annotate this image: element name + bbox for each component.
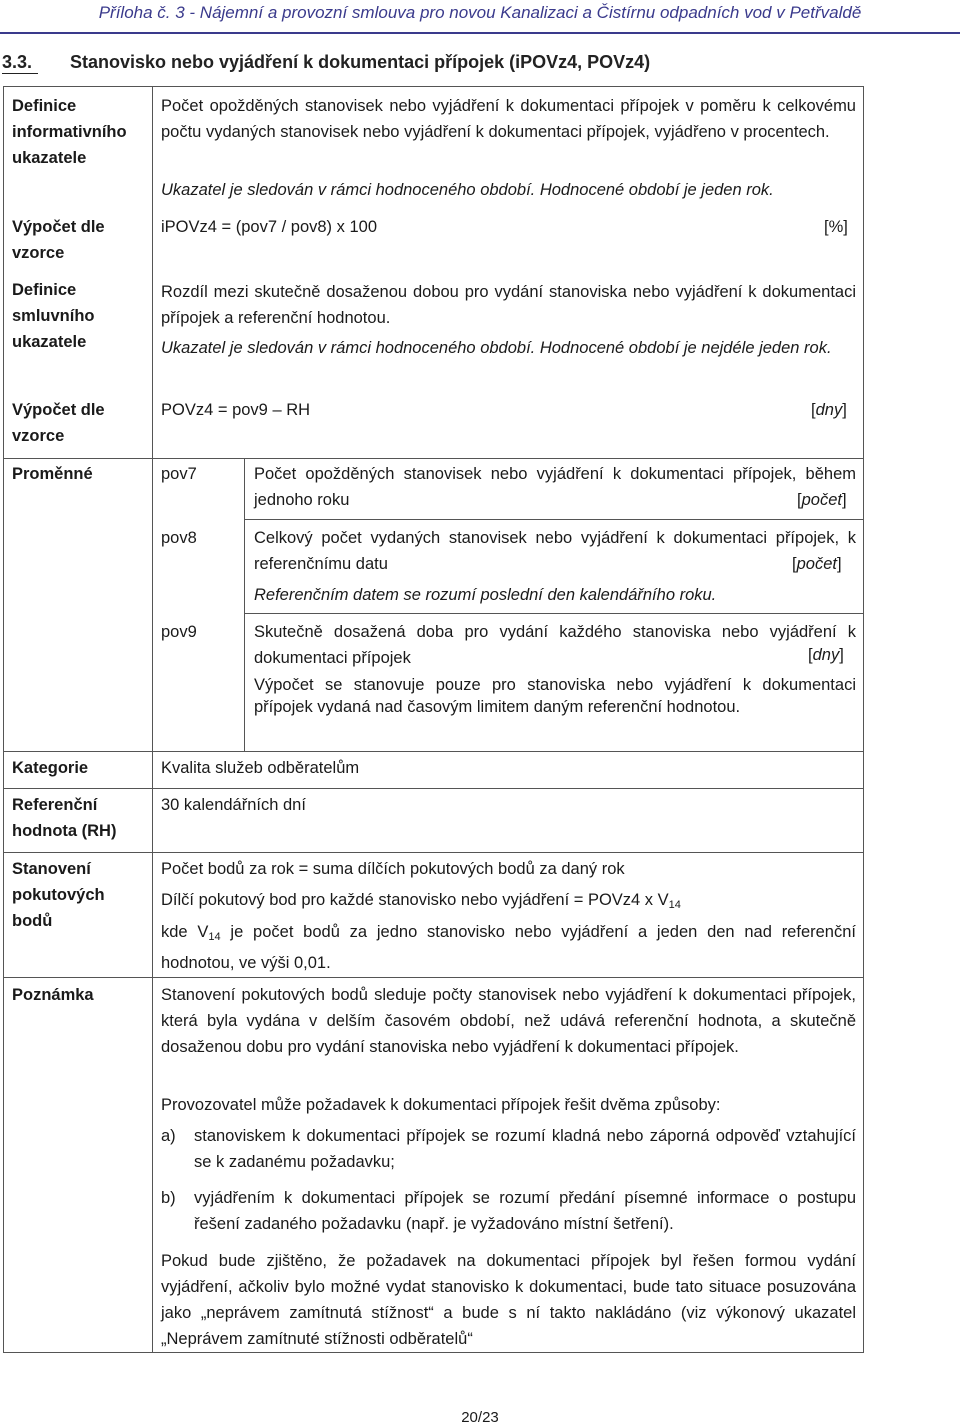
definition-contract-text: Rozdíl mezi skutečně dosaženou dobou pro vydání stanoviska nebo vyjádření k dokumentaci přípojek a referenční hodnotou. [161, 283, 856, 327]
document-header: Příloha č. 3 - Nájemní a provozní smlouva pro novou Kanalizaci a Čistírnu odpadních vod v Petřvaldě [98, 3, 862, 22]
label-referencni-hodnota: Referenční hodnota (RH) [12, 796, 117, 840]
note-paragraph-3: Pokud bude zjištěno, že požadavek na dokumentaci přípojek byl řešen formou vydání vyjádření, ačkoliv bylo možné vydat stanovisko k dokumentaci, bude tato situace posuzována jako „neprávem zamítnutá stížnost“ a bude s ní takto nakládáno (viz výkonový ukazatel „Neprávem zamítnuté stížnosti odběratelů“ [161, 1252, 856, 1348]
variable-unit-pov7: [počet] [797, 491, 847, 509]
formula-ipovz4: iPOVz4 = (pov7 / pov8) x 100 [161, 218, 377, 236]
variable-unit-pov9: [dny] [808, 646, 844, 664]
variable-note-pov8: Referenčním datem se rozumí poslední den kalendářního roku. [254, 586, 717, 604]
definition-contract-note: Ukazatel je sledován v rámci hodnoceného období. Hodnocené období je nejdéle jeden rok. [161, 339, 832, 357]
label-promenne: Proměnné [12, 465, 93, 483]
note-item-a: stanoviskem k dokumentaci přípojek se rozumí kladná nebo záporná odpověď vztahující se k zadanému požadavku; [194, 1127, 856, 1171]
page-number: 20/23 [461, 1409, 499, 1426]
formula-povz4-unit [811, 397, 847, 423]
formula-ipovz4-unit: [%] [824, 218, 848, 236]
label-definice-smluvniho: Definice smluvního ukazatele [12, 281, 95, 351]
table-divider [244, 458, 245, 751]
section-title [2, 52, 650, 73]
penalty-line-2-text: Dílčí pokutový bod pro každé stanovisko nebo vyjádření = POVz4 x V [161, 891, 669, 909]
section-number: 3.3. [2, 52, 33, 72]
table-divider [3, 977, 864, 978]
note-item-marker-b: b) [161, 1189, 176, 1207]
unit-bracket-close: ] [842, 401, 847, 419]
variable-unit-word: počet [796, 555, 837, 573]
table-divider [3, 751, 864, 752]
penalty-line-3 [161, 919, 856, 976]
note-item-b: vyjádřením k dokumentaci přípojek se rozumí předání písemné informace o postupu řešení zadaného požadavku (např. je vyžadováno místní šetření). [194, 1189, 856, 1233]
variable-desc-pov9: Skutečně dosažená doba pro vydání každého stanoviska nebo vyjádření k dokumentaci přípojek [254, 623, 856, 667]
kategorie-value: Kvalita služeb odběratelům [161, 759, 360, 777]
header-rule [0, 32, 960, 34]
definition-info-note: Ukazatel je sledován v rámci hodnoceného období. Hodnocené období je jeden rok. [161, 181, 774, 199]
penalty-line-1: Počet bodů za rok = suma dílčích pokutových bodů za daný rok [161, 860, 625, 878]
table-divider [244, 613, 864, 614]
variable-unit-word: dny [812, 646, 840, 664]
label-vypocet-2: Výpočet dle vzorce [12, 401, 105, 445]
table-divider [244, 519, 864, 520]
variable-note-pov9: Výpočet se stanovuje pouze pro stanoviska nebo vyjádření k dokumentaci přípojek vydaná nad časovým limitem daným referenční hodnotou. [254, 676, 856, 716]
penalty-line-3-subscript: 14 [208, 931, 221, 943]
note-item-marker-a: a) [161, 1127, 176, 1145]
label-vypocet-1: Výpočet dle vzorce [12, 218, 105, 262]
variable-unit-word: počet [801, 491, 842, 509]
formula-povz4: POVz4 = pov9 – RH [161, 401, 311, 419]
variable-name-pov8: pov8 [161, 529, 197, 547]
penalty-line-2 [161, 887, 681, 918]
table-divider [3, 458, 864, 459]
note-paragraph-2: Provozovatel může požadavek k dokumentaci přípojek řešit dvěma způsoby: [161, 1096, 721, 1114]
unit-word: dny [815, 401, 843, 419]
penalty-line-3-text: je počet bodů za jedno stanovisko nebo vyjádření a jeden den nad referenční hodnotou, ve výši 0,01. [161, 923, 856, 972]
variable-desc-pov8: Celkový počet vydaných stanovisek nebo vyjádření k dokumentaci přípojek, k referenčnímu datu [254, 529, 856, 573]
penalty-line-3-pre: kde V [161, 923, 209, 941]
label-kategorie: Kategorie [12, 759, 89, 777]
label-definice-informativniho: Definice informativního ukazatele [12, 97, 127, 167]
label-poznamka: Poznámka [12, 986, 94, 1004]
table-divider [3, 852, 864, 853]
definition-info-text: Počet opožděných stanovisek nebo vyjádření k dokumentaci přípojek v poměru k celkovému počtu vydaných stanovisek nebo vyjádření k dokumentaci přípojek, vyjádřeno v procentech. [161, 97, 856, 141]
note-paragraph-1: Stanovení pokutových bodů sleduje počty stanovisek nebo vyjádření k dokumentaci přípojek, která byla vydána v delším časovém období, než udává referenční hodnota, a skutečně dosaženou dobu pro vydání stanoviska nebo vyjádření k dokumentaci přípojek. [161, 986, 856, 1056]
referencni-value: 30 kalendářních dní [161, 796, 306, 814]
section-title-text: Stanovisko nebo vyjádření k dokumentaci přípojek (iPOVz4, POVz4) [70, 52, 651, 72]
table-divider [152, 86, 153, 1353]
unit-bracket-open: [ [811, 401, 816, 419]
variable-unit-pov8: [počet] [792, 555, 842, 573]
label-stanoveni-bodu: Stanovení pokutových bodů [12, 860, 105, 930]
variable-name-pov9: pov9 [161, 623, 197, 641]
variable-desc-pov7: Počet opožděných stanovisek nebo vyjádření k dokumentaci přípojek, během jednoho roku [254, 465, 856, 509]
variable-name-pov7: pov7 [161, 465, 197, 483]
table-divider [3, 788, 864, 789]
penalty-line-2-subscript: 14 [668, 899, 681, 911]
section-number-underline [2, 73, 38, 74]
